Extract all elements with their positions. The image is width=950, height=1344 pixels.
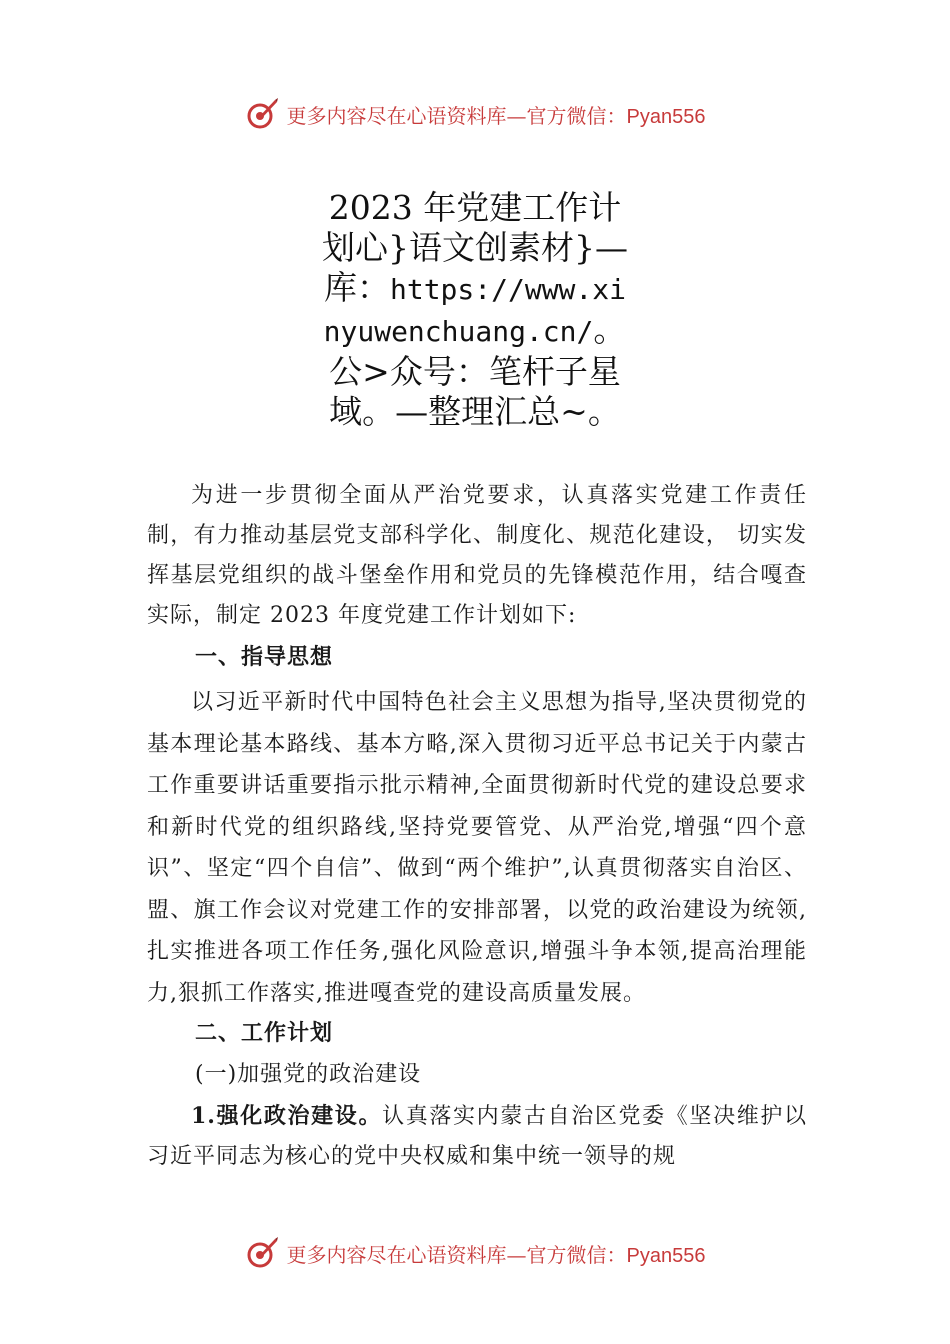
title-url-part: https://www.xi <box>389 273 626 306</box>
section-heading-guiding-ideology: 一、指导思想 <box>195 645 334 670</box>
wechat-id: Pyan556 <box>626 105 706 128</box>
guiding-ideology-paragraph: 以习近平新时代中国特色社会主义思想为指导,坚决贯彻党的基本理论基本路线、基本方略,深入贯彻习近平总书记关于内蒙古工作重要讲话重要指示批示精神,全面贯彻新时代党的建设总要求和新时代党的组织路线,坚持党要管党、从严治党,增强“四个意识”、坚定“四个自信”、做到“两个维护”,认真贯彻落实自治区、盟、旗工作会议对党建工作的安排部署，以党的政治建设为统领,扎实推进各项工作任务,强化风险意识,增强斗争本领,提高治理能力,狠抓工作落实,推进嘎查党的建设高质量发展。 <box>147 690 807 1006</box>
item-paragraph <box>147 1096 807 1177</box>
title-line: 2023 年党建工作计 <box>328 188 622 227</box>
wechat-id: Pyan556 <box>626 1244 706 1267</box>
footer-watermark <box>0 1233 950 1273</box>
header-watermark <box>0 94 950 134</box>
document-body <box>147 476 807 1177</box>
item-label: 1.强化政治建设。 <box>191 1103 383 1129</box>
item-body: 认真落实内蒙古自治区党委《坚决维护以习近平同志为核心的党中央权威和集中统一领导的规 <box>147 1104 807 1169</box>
title-line: 库：https://www.xi <box>323 268 626 307</box>
title-line: nyuwenchuang.cn/。 <box>323 310 627 349</box>
quill-seal-icon <box>245 97 279 131</box>
document-title <box>300 188 650 432</box>
title-url-part: nyuwenchuang.cn/ <box>323 315 594 348</box>
title-line: 划心}语文创素材}— <box>322 228 628 267</box>
intro-paragraph: 为进一步贯彻全面从严治党要求，认真落实党建工作责任制，有力推动基层党支部科学化、制度化、规范化建设， 切实发挥基层党组织的战斗堡垒作用和党员的先锋模范作用，结合嘎查实际，制定 2023 年度党建工作计划如下: <box>147 483 807 628</box>
quill-seal-icon <box>245 1236 279 1270</box>
title-line: 公>众号：笔杆子星 <box>329 352 621 391</box>
title-line: 域。—整理汇总~。 <box>329 392 621 431</box>
section-heading-work-plan: 二、工作计划 <box>195 1021 334 1046</box>
watermark-text: 更多内容尽在心语资料库—官方微信：Pyan556 <box>286 1242 706 1267</box>
watermark-text: 更多内容尽在心语资料库—官方微信：Pyan556 <box>286 103 706 128</box>
subsection-heading-political-construction: (一)加强党的政治建设 <box>195 1062 422 1087</box>
